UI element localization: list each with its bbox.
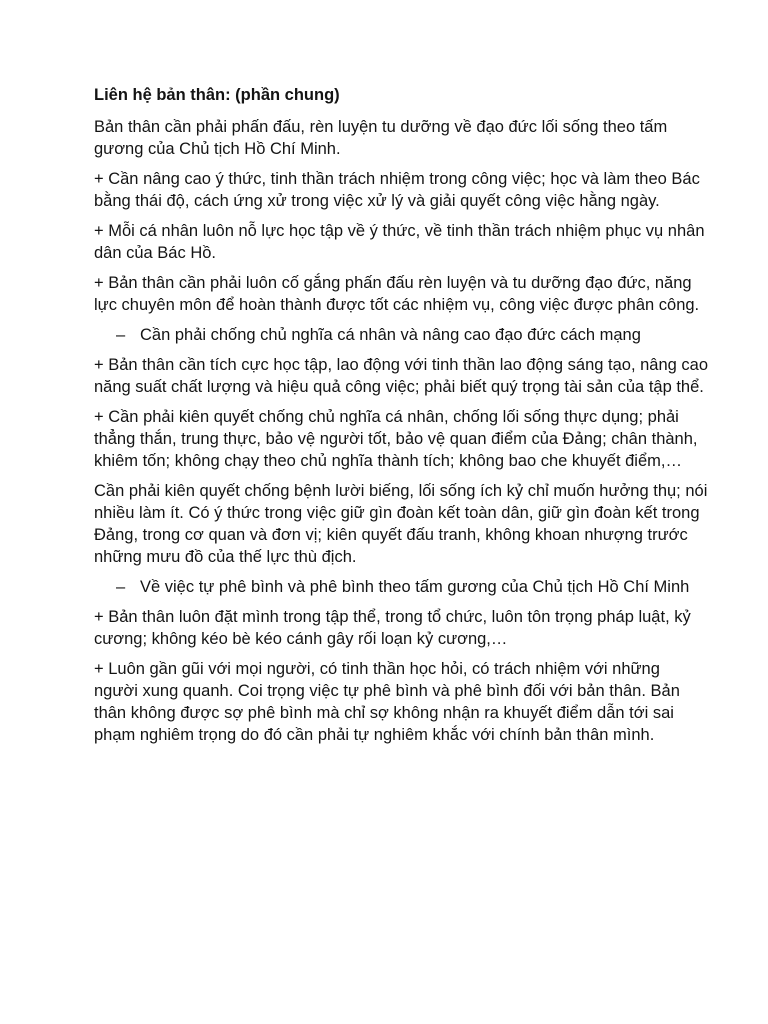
- paragraph-3: + Mỗi cá nhân luôn nỗ lực học tập về ý thức, về tinh thần trách nhiệm phục vụ nhân dân của Bác Hồ.: [94, 222, 705, 262]
- document-heading: Liên hệ bản thân: (phần chung): [94, 86, 340, 104]
- paragraph-1: Bản thân cần phải phấn đấu, rèn luyện tu dưỡng về đạo đức lối sống theo tấm gương của Chủ tịch Hồ Chí Minh.: [94, 118, 668, 158]
- paragraph-9: + Luôn gần gũi với mọi người, có tinh thần học hỏi, có trách nhiệm với những người xung quanh. Coi trọng việc tự phê bình và phê bình đối với bản thân. Bản thân không được sợ phê bình mà chỉ sợ không nhận ra khuyết điểm dẫn tới sai phạm nghiêm trọng do đó cần phải tự nghiêm khắc với chính bản thân mình.: [94, 660, 680, 744]
- paragraph-2: + Cần nâng cao ý thức, tinh thần trách nhiệm trong công việc; học và làm theo Bác bằng thái độ, cách ứng xử trong việc xử lý và giải quyết công việc hằng ngày.: [94, 170, 700, 210]
- paragraph-4: + Bản thân cần phải luôn cố gắng phấn đấu rèn luyện và tu dưỡng đạo đức, năng lực chuyên môn để hoàn thành được tốt các nhiệm vụ, công việc được phân công.: [94, 274, 700, 314]
- dash-item-text: Về việc tự phê bình và phê bình theo tấm gương của Chủ tịch Hồ Chí Minh: [140, 578, 690, 596]
- paragraph-5: + Bản thân cần tích cực học tập, lao động với tinh thần lao động sáng tạo, nâng cao năng suất chất lượng và hiệu quả công việc; phải biết quý trọng tài sản của tập thể.: [94, 356, 709, 396]
- paragraph-8: + Bản thân luôn đặt mình trong tập thể, trong tổ chức, luôn tôn trọng pháp luật, kỷ cương; không kéo bè kéo cánh gây rối loạn kỷ cương,…: [94, 608, 691, 648]
- dash-list-item-2: [94, 576, 708, 598]
- paragraph-7: Cần phải kiên quyết chống bệnh lười biếng, lối sống ích kỷ chỉ muốn hưởng thụ; nói nhiều làm ít. Có ý thức trong việc giữ gìn đoàn kết toàn dân, giữ gìn đoàn kết trong Đảng, trong cơ quan và đơn vị; kiên quyết đấu tranh, không khoan nhượng trước những mưu đồ của thế lực thù địch.: [94, 482, 708, 566]
- dash-item-text: Cần phải chống chủ nghĩa cá nhân và nâng cao đạo đức cách mạng: [140, 326, 641, 344]
- dash-marker: –: [116, 326, 126, 344]
- paragraph-6: + Cần phải kiên quyết chống chủ nghĩa cá nhân, chống lối sống thực dụng; phải thẳng thắn, trung thực, bảo vệ người tốt, bảo vệ quan điểm của Đảng; chân thành, khiêm tốn; không chạy theo chủ nghĩa thành tích; không bao che khuyết điểm,…: [94, 408, 698, 470]
- dash-marker: –: [116, 578, 126, 596]
- dash-list-item-1: [94, 324, 708, 346]
